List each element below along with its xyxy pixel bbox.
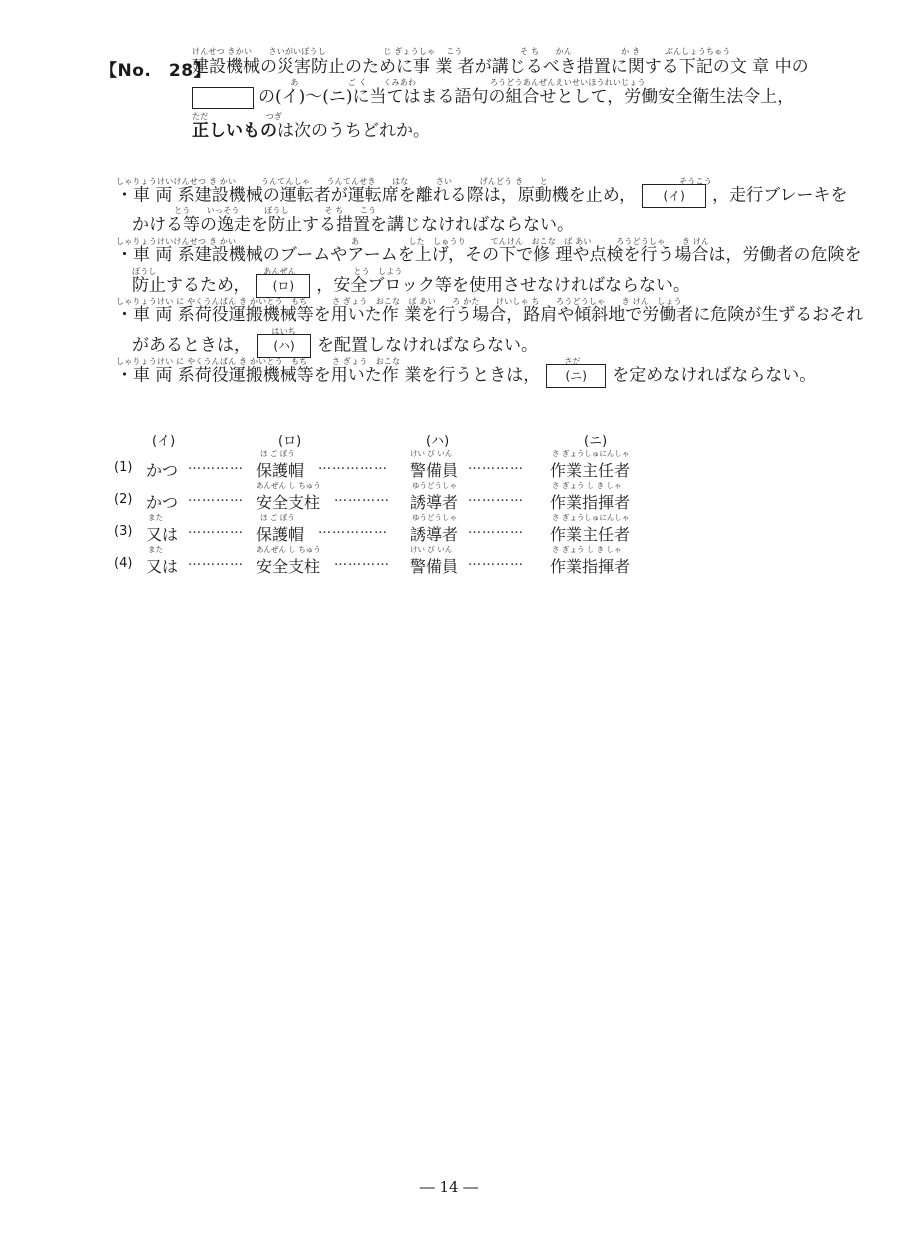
ruby: さ ぎょうしゅにんしゃ (552, 513, 630, 522)
statement-text: を定めなければならない。 (612, 365, 817, 386)
slot-ni: (ニ) (546, 364, 606, 388)
statement-2-line-1: ・車 両 系建設機械のブームやアームを上げ，その下で修 理や点検を行う場合は，労働者の危険を (116, 245, 862, 265)
option-ro: 安全支柱 (256, 557, 321, 576)
statement-4-line-1 (116, 364, 816, 388)
leader-dots: ………… (334, 554, 390, 569)
option-ha: 警備員 (410, 557, 459, 576)
leader-dots: ………… (188, 522, 244, 537)
slot-ro: (ロ) (256, 274, 310, 298)
statement-text: ，安全ブロック等を使用させなければならない。 (316, 275, 690, 296)
leader-dots: …………… (318, 522, 388, 537)
ruby-line: ぼうし あんぜん とう しよう (132, 267, 403, 276)
question-line-3 (192, 120, 430, 142)
column-header-ro: (ロ) (278, 434, 302, 449)
ruby: ゆうどうしゃ (412, 513, 457, 522)
ruby: ほ ご ぼう (260, 449, 295, 458)
question-line-1: 建設機械の災害防止のために事 業 者が講じるべき措置に関する下記の文 章 中の (192, 57, 809, 77)
ruby-line: はいち (132, 327, 296, 336)
option-ro: 安全支柱 (256, 493, 321, 512)
ruby: あんぜん し ちゅう (256, 481, 321, 490)
ruby: ゆうどうしゃ (412, 481, 457, 490)
option-ni: 作業指揮者 (550, 493, 631, 512)
option-ro: 保護帽 (256, 525, 305, 544)
ruby-line: とう いっそう ぼうし そ ち こう (174, 206, 377, 215)
blank-box (192, 87, 254, 109)
statement-2-line-2 (132, 274, 690, 298)
ruby: また (148, 513, 163, 522)
answer-option-1[interactable] (114, 450, 714, 482)
column-header-ni: (ニ) (584, 434, 608, 449)
ruby: あんぜん し ちゅう (256, 545, 321, 554)
option-ni: 作業指揮者 (550, 557, 631, 576)
option-ha: 誘導者 (410, 493, 459, 512)
column-header-i: (イ) (152, 434, 176, 449)
option-number: (1) (114, 460, 133, 475)
ruby: さ ぎょう し き しゃ (552, 545, 622, 554)
statement-3-line-1: ・車 両 系荷役運搬機械等を用いた作 業を行う場合，路肩や傾斜地で労働者に危険が生ずるおそれ (116, 305, 864, 325)
option-ha: 警備員 (410, 461, 459, 480)
option-i: 又は (146, 557, 179, 576)
answer-option-4[interactable] (114, 546, 714, 578)
page-number: ― 14 ― (419, 1178, 479, 1196)
ruby-line: ただ つぎ (192, 112, 283, 121)
ruby-line: しゃりょうけいけんせつ き かい うんてんしゃ うんてんせき はな さい げんどう き と そうこう (116, 177, 712, 186)
option-number: (2) (114, 492, 133, 507)
ruby: さ ぎょうしゅにんしゃ (552, 449, 630, 458)
statement-text: 防止するため， (132, 275, 251, 296)
column-header-ha: (ハ) (426, 434, 450, 449)
ruby: また (148, 545, 163, 554)
leader-dots: ………… (468, 458, 524, 473)
statement-text: ・車 両 系荷役運搬機械等を用いた作 業を行うときは， (116, 365, 541, 386)
option-ni: 作業主任者 (550, 525, 631, 544)
ruby-line: しゃりょうけい に やくうんぱん き かいとう もち さ ぎょう おこな ば あい ろ かた けいしゃ ち ろうどうしゃ き けん しょう (116, 297, 682, 306)
leader-dots: …………… (318, 458, 388, 473)
question-line-2-text: の(イ)～(ニ)に当てはまる語句の組合せとして，労働安全衛生法令上， (258, 87, 795, 107)
leader-dots: ………… (188, 458, 244, 473)
leader-dots: ………… (468, 522, 524, 537)
option-ro: 保護帽 (256, 461, 305, 480)
statement-text: があるときは， (132, 335, 251, 356)
ruby: ほ ご ぼう (260, 513, 295, 522)
option-i: 又は (146, 525, 179, 544)
option-i: かつ (146, 493, 179, 512)
ruby-line: けんせつ きかい さいがいぼうし じ ぎょうしゃ こう そ ち かん か き ぶんしょうちゅう (192, 47, 731, 56)
statement-text: ・車 両 系建設機械の運転者が運転席を離れる際は，原動機を止め， (116, 185, 637, 206)
answer-option-3[interactable] (114, 514, 714, 546)
ruby-line: しゃりょうけい に やくうんぱん き かいとう もち さ ぎょう おこな さだ (116, 357, 581, 366)
ruby-line: あ ご く くみあわ ろうどうあんぜんえいせいほうれいじょう (192, 78, 646, 87)
slot-i: (イ) (642, 184, 706, 208)
statement-1-line-2: かける等の逸走を防止する措置を講じなければならない。 (132, 215, 574, 235)
statement-text: を配置しなければならない。 (317, 335, 538, 356)
emphasis-text: 正しいもの (192, 121, 277, 141)
answer-option-2[interactable] (114, 482, 714, 514)
leader-dots: ………… (188, 554, 244, 569)
ruby: さ ぎょう し き しゃ (552, 481, 622, 490)
option-i: かつ (146, 461, 179, 480)
leader-dots: ………… (334, 490, 390, 505)
question-number: 【No. 28】 (100, 61, 212, 81)
ruby: けい び いん (410, 545, 453, 554)
option-number: (4) (114, 556, 133, 571)
ruby-line: しゃりょうけいけんせつ き かい あ した しゅうり てんけん おこな ば あい ろうどうしゃ き けん (116, 237, 710, 246)
question-line-2 (192, 86, 794, 109)
leader-dots: ………… (468, 554, 524, 569)
leader-dots: ………… (188, 490, 244, 505)
option-ni: 作業主任者 (550, 461, 631, 480)
leader-dots: ………… (468, 490, 524, 505)
slot-ha: (ハ) (257, 334, 311, 358)
statement-3-line-2 (132, 334, 538, 358)
ruby: けい び いん (410, 449, 453, 458)
statement-text: ，走行ブレーキを (712, 185, 848, 206)
option-ha: 誘導者 (410, 525, 459, 544)
option-number: (3) (114, 524, 133, 539)
question-line-3-text: は次のうちどれか。 (277, 121, 430, 141)
